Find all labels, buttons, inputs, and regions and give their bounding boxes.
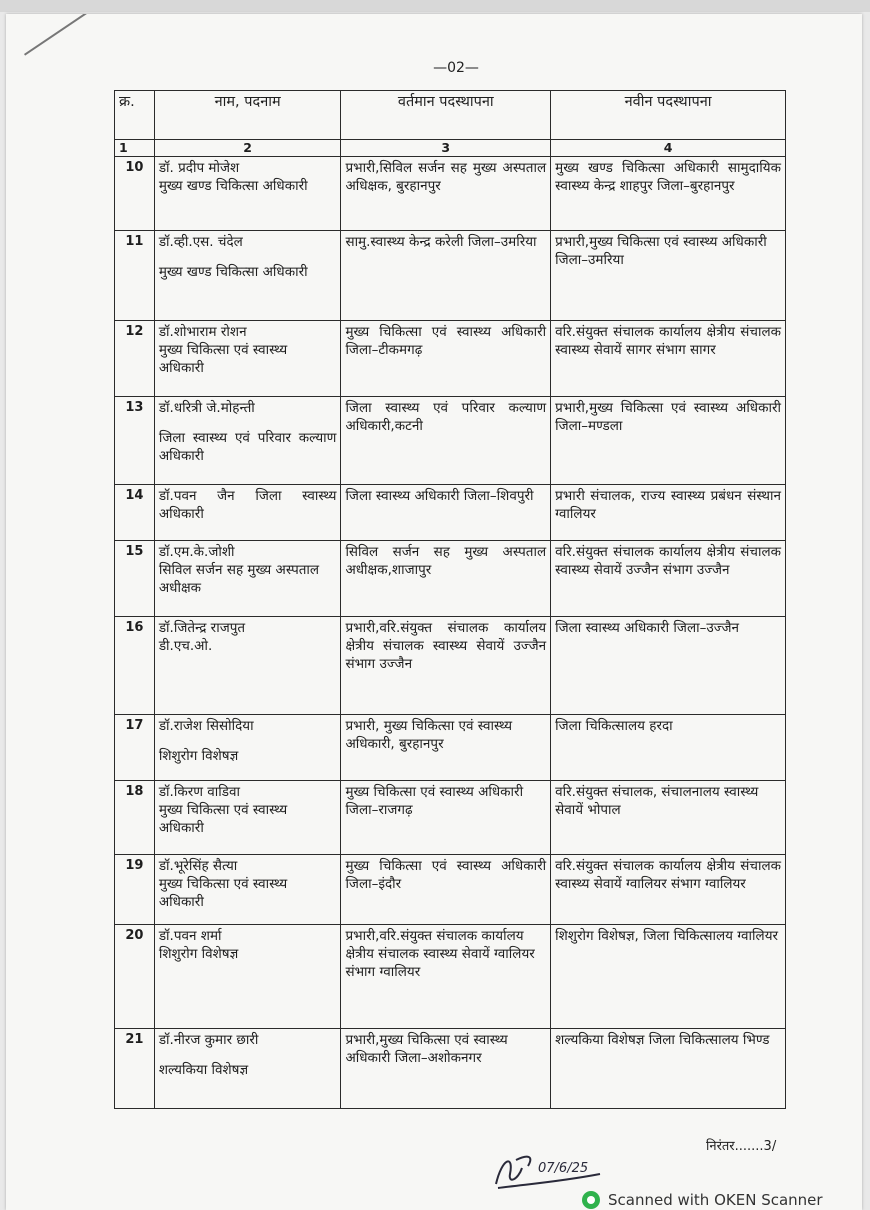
- column-number: 4: [551, 140, 786, 157]
- serial-number: 18: [115, 781, 155, 855]
- new-posting: प्रभारी संचालक, राज्य स्वास्थ्य प्रबंधन संस्थान ग्वालियर: [551, 485, 786, 541]
- officer-designation: शिशुरोग विशेषज्ञ: [158, 748, 239, 764]
- officer-name: डॉ.पवन शर्मा: [158, 928, 222, 944]
- officer-designation: शिशुरोग विशेषज्ञ: [158, 946, 239, 962]
- new-posting: वरि.संयुक्त संचालक कार्यालय क्षेत्रीय संचालक स्वास्थ्य सेवायें ग्वालियर संभाग ग्वालियर: [551, 855, 786, 925]
- officer-name: डॉ.किरण वाडिवा: [158, 784, 240, 800]
- serial-number: 12: [115, 321, 155, 397]
- name-cell: [154, 781, 341, 855]
- signature-mark: [488, 1144, 608, 1196]
- column-number: 1: [115, 140, 155, 157]
- table-row: [115, 925, 786, 1029]
- table-row: [115, 781, 786, 855]
- current-posting: मुख्य चिकित्सा एवं स्वास्थ्य अधिकारी जिला–टीकमगढ़: [341, 321, 551, 397]
- name-cell: [154, 485, 341, 541]
- column-number: 2: [154, 140, 341, 157]
- top-strip: [0, 0, 870, 12]
- name-cell: [154, 1029, 341, 1109]
- name-cell: [154, 617, 341, 715]
- transfer-table: [114, 90, 786, 1109]
- officer-designation: सिविल सर्जन सह मुख्य अस्पताल अधीक्षक: [158, 562, 320, 596]
- table-row: [115, 321, 786, 397]
- name-cell: [154, 157, 341, 231]
- table-row: [115, 157, 786, 231]
- column-number: 3: [341, 140, 551, 157]
- new-posting: शल्यकिया विशेषज्ञ जिला चिकित्सालय भिण्ड: [551, 1029, 786, 1109]
- serial-number: 16: [115, 617, 155, 715]
- header-name: नाम, पदनाम: [154, 91, 341, 140]
- serial-number: 19: [115, 855, 155, 925]
- page-number: —02—: [433, 60, 479, 76]
- scanner-watermark: [582, 1190, 823, 1210]
- new-posting: वरि.संयुक्त संचालक कार्यालय क्षेत्रीय संचालक स्वास्थ्य सेवायें उज्जैन संभाग उज्जैन: [551, 541, 786, 617]
- current-posting: मुख्य चिकित्सा एवं स्वास्थ्य अधिकारी जिला–राजगढ़: [341, 781, 551, 855]
- scanner-text: Scanned with OKEN Scanner: [608, 1191, 823, 1209]
- current-posting: प्रभारी,वरि.संयुक्त संचालक कार्यालय क्षेत्रीय संचालक स्वास्थ्य सेवायें ग्वालियर संभाग ग्वालियर: [341, 925, 551, 1029]
- serial-number: 15: [115, 541, 155, 617]
- new-posting: जिला चिकित्सालय हरदा: [551, 715, 786, 781]
- current-posting: सिविल सर्जन सह मुख्य अस्पताल अधीक्षक,शाजापुर: [341, 541, 551, 617]
- officer-designation: मुख्य चिकित्सा एवं स्वास्थ्य अधिकारी: [158, 876, 288, 910]
- column-number-row: [115, 140, 786, 157]
- officer-name: डॉ.भूरेसिंह सैत्या: [158, 858, 238, 874]
- table-row: [115, 231, 786, 321]
- serial-number: 21: [115, 1029, 155, 1109]
- table-row: [115, 617, 786, 715]
- name-cell: [154, 715, 341, 781]
- name-cell: [154, 397, 341, 485]
- table-row: [115, 715, 786, 781]
- table-row: [115, 485, 786, 541]
- current-posting: प्रभारी,सिविल सर्जन सह मुख्य अस्पताल अधिक्षक, बुरहानपुर: [341, 157, 551, 231]
- serial-number: 17: [115, 715, 155, 781]
- serial-number: 10: [115, 157, 155, 231]
- current-posting: जिला स्वास्थ्य अधिकारी जिला–शिवपुरी: [341, 485, 551, 541]
- serial-number: 20: [115, 925, 155, 1029]
- officer-designation: मुख्य खण्ड चिकित्सा अधिकारी: [158, 178, 308, 194]
- new-posting: शिशुरोग विशेषज्ञ, जिला चिकित्सालय ग्वालियर: [551, 925, 786, 1029]
- officer-name: डॉ.एम.के.जोशी: [158, 544, 235, 560]
- current-posting: प्रभारी,मुख्य चिकित्सा एवं स्वास्थ्य अधिकारी जिला–अशोकनगर: [341, 1029, 551, 1109]
- serial-number: 11: [115, 231, 155, 321]
- officer-name: डॉ.व्ही.एस. चंदेल: [158, 234, 243, 250]
- new-posting: मुख्य खण्ड चिकित्सा अधिकारी सामुदायिक स्वास्थ्य केन्द्र शाहपुर जिला–बुरहानपुर: [551, 157, 786, 231]
- header-serial: क्र.: [115, 91, 155, 140]
- serial-number: 14: [115, 485, 155, 541]
- officer-name: डॉ.शोभाराम रोशन: [158, 324, 247, 340]
- current-posting: प्रभारी, मुख्य चिकित्सा एवं स्वास्थ्य अधिकारी, बुरहानपुर: [341, 715, 551, 781]
- officer-name: डॉ.जितेन्द्र राजपुत: [158, 620, 246, 636]
- officer-name: डॉ.धरित्री जे.मोहन्ती: [158, 400, 255, 416]
- table-header-row: [115, 91, 786, 140]
- officer-designation: डी.एच.ओ.: [158, 638, 213, 654]
- table-row: [115, 541, 786, 617]
- signature-date: 07/6/25: [538, 1161, 589, 1176]
- new-posting: प्रभारी,मुख्य चिकित्सा एवं स्वास्थ्य अधिकारी जिला–मण्डला: [551, 397, 786, 485]
- officer-name: डॉ.राजेश सिसोदिया: [158, 718, 254, 734]
- document-page: [6, 14, 862, 1210]
- name-cell: [154, 925, 341, 1029]
- table-row: [115, 397, 786, 485]
- officer-designation: मुख्य खण्ड चिकित्सा अधिकारी: [158, 264, 308, 280]
- current-posting: सामु.स्वास्थ्य केन्द्र करेली जिला–उमरिया: [341, 231, 551, 321]
- current-posting: मुख्य चिकित्सा एवं स्वास्थ्य अधिकारी जिला–इंदौर: [341, 855, 551, 925]
- officer-designation: शल्यकिया विशेषज्ञ: [158, 1062, 249, 1078]
- officer-name: डॉ. प्रदीप मोजेश: [158, 160, 240, 176]
- new-posting: वरि.संयुक्त संचालक कार्यालय क्षेत्रीय संचालक स्वास्थ्य सेवायें सागर संभाग सागर: [551, 321, 786, 397]
- continued-note: निरंतर.......3/: [706, 1139, 777, 1154]
- current-posting: प्रभारी,वरि.संयुक्त संचालक कार्यालय क्षेत्रीय संचालक स्वास्थ्य सेवायें उज्जैन संभाग उज्जैन: [341, 617, 551, 715]
- scanner-logo-icon: [582, 1191, 600, 1209]
- officer-name: डॉ.पवन जैन जिला स्वास्थ्य अधिकारी: [158, 488, 337, 522]
- officer-designation: मुख्य चिकित्सा एवं स्वास्थ्य अधिकारी: [158, 802, 288, 836]
- current-posting: जिला स्वास्थ्य एवं परिवार कल्याण अधिकारी,कटनी: [341, 397, 551, 485]
- new-posting: प्रभारी,मुख्य चिकित्सा एवं स्वास्थ्य अधिकारी जिला–उमरिया: [551, 231, 786, 321]
- name-cell: [154, 321, 341, 397]
- name-cell: [154, 231, 341, 321]
- table-row: [115, 1029, 786, 1109]
- name-cell: [154, 541, 341, 617]
- edge-mark: [24, 14, 100, 56]
- table-row: [115, 855, 786, 925]
- new-posting: वरि.संयुक्त संचालक, संचालनालय स्वास्थ्य सेवायें भोपाल: [551, 781, 786, 855]
- header-current-posting: वर्तमान पदस्थापना: [341, 91, 551, 140]
- name-cell: [154, 855, 341, 925]
- officer-name: डॉ.नीरज कुमार छारी: [158, 1032, 259, 1048]
- serial-number: 13: [115, 397, 155, 485]
- officer-designation: जिला स्वास्थ्य एवं परिवार कल्याण अधिकारी: [158, 430, 337, 464]
- header-new-posting: नवीन पदस्थापना: [551, 91, 786, 140]
- new-posting: जिला स्वास्थ्य अधिकारी जिला–उज्जैन: [551, 617, 786, 715]
- officer-designation: मुख्य चिकित्सा एवं स्वास्थ्य अधिकारी: [158, 342, 288, 376]
